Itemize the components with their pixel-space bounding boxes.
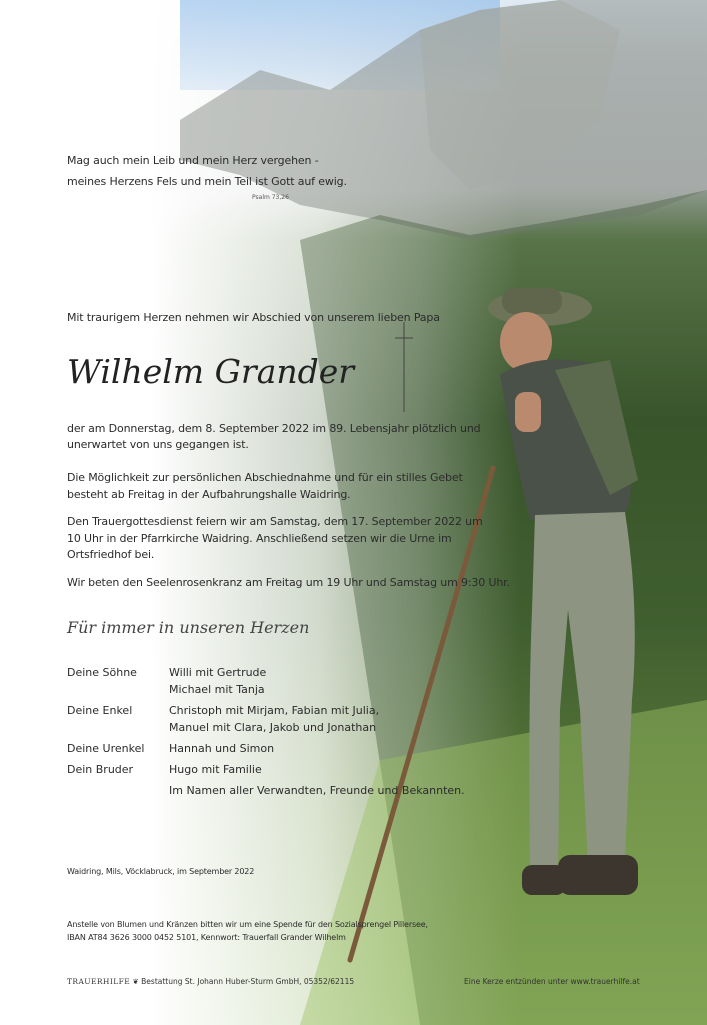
family-member: Im Namen aller Verwandten, Freunde und Bekannten. xyxy=(169,784,465,797)
psalm-citation: Psalm 73,26 xyxy=(252,194,289,201)
family-members xyxy=(169,782,465,799)
donation-line-2: IBAN AT84 3626 3000 0452 5101, Kennwort: Trauerfall Grander Wilhelm xyxy=(67,933,346,942)
leaf-icon: ❦ xyxy=(132,977,139,986)
family-members xyxy=(169,702,379,736)
death-notice-line-2: unerwartet von uns gegangen ist. xyxy=(67,438,249,451)
elderly-man-photo xyxy=(460,280,700,920)
death-notice-line-1: der am Donnerstag, dem 8. September 2022 im 89. Lebensjahr plötzlich und xyxy=(67,422,481,435)
family-member: Christoph mit Mirjam, Fabian mit Julia, xyxy=(169,704,380,717)
footer-candle-note[interactable]: Eine Kerze entzünden unter www.trauerhilfe.at xyxy=(464,977,640,986)
motto: Für immer in unseren Herzen xyxy=(67,618,310,637)
deceased-name: Wilhelm Grander xyxy=(67,352,355,391)
family-members xyxy=(169,740,274,757)
family-members xyxy=(169,664,266,698)
intro-verse-line-1: Mag auch mein Leib und mein Herz vergehen - xyxy=(67,154,319,167)
family-relation: Dein Bruder xyxy=(67,763,134,776)
place-date: Waidring, Mils, Vöcklabruck, im September 2022 xyxy=(67,867,255,876)
family-member: Hannah und Simon xyxy=(169,742,275,755)
viewing-line-1: Die Möglichkeit zur persönlichen Abschiednahme und für ein stilles Gebet xyxy=(67,471,463,484)
footer-funeral-home: Bestattung St. Johann Huber-Sturm GmbH, 05352/62115 xyxy=(141,977,355,986)
family-relation xyxy=(67,782,169,799)
rosary-note: Wir beten den Seelenrosenkranz am Freitag um 19 Uhr und Samstag um 9:30 Uhr. xyxy=(67,576,510,589)
family-row xyxy=(67,740,447,757)
viewing-line-2: besteht ab Freitag in der Aufbahrungshalle Waidring. xyxy=(67,488,351,501)
family-list xyxy=(67,664,465,803)
family-row xyxy=(67,761,447,778)
donation-line-1: Anstelle von Blumen und Kränzen bitten wir um eine Spende für den Sozialsprengel Pillersee, xyxy=(67,920,428,929)
service-line-1: Den Trauergottesdienst feiern wir am Samstag, dem 17. September 2022 um xyxy=(67,515,483,528)
family-relation: Deine Urenkel xyxy=(67,742,145,755)
intro-verse-line-2: meines Herzens Fels und mein Teil ist Gott auf ewig. xyxy=(67,175,347,188)
family-row xyxy=(67,702,447,736)
family-member: Hugo mit Familie xyxy=(169,763,262,776)
footer-brand: TRAUERHILFE xyxy=(67,977,131,986)
family-member: Michael mit Tanja xyxy=(169,683,265,696)
family-member: Manuel mit Clara, Jakob und Jonathan xyxy=(169,721,377,734)
service-line-3: Ortsfriedhof bei. xyxy=(67,548,155,561)
family-row xyxy=(67,782,465,799)
family-member: Willi mit Gertrude xyxy=(169,666,267,679)
farewell-intro: Mit traurigem Herzen nehmen wir Abschied von unserem lieben Papa xyxy=(67,311,440,324)
family-relation: Deine Enkel xyxy=(67,704,133,717)
cross-icon xyxy=(394,322,414,412)
family-relation: Deine Söhne xyxy=(67,666,137,679)
family-row xyxy=(67,664,447,698)
footer-left xyxy=(67,977,354,986)
family-members xyxy=(169,761,262,778)
service-line-2: 10 Uhr in der Pfarrkirche Waidring. Anschließend setzen wir die Urne im xyxy=(67,532,452,545)
